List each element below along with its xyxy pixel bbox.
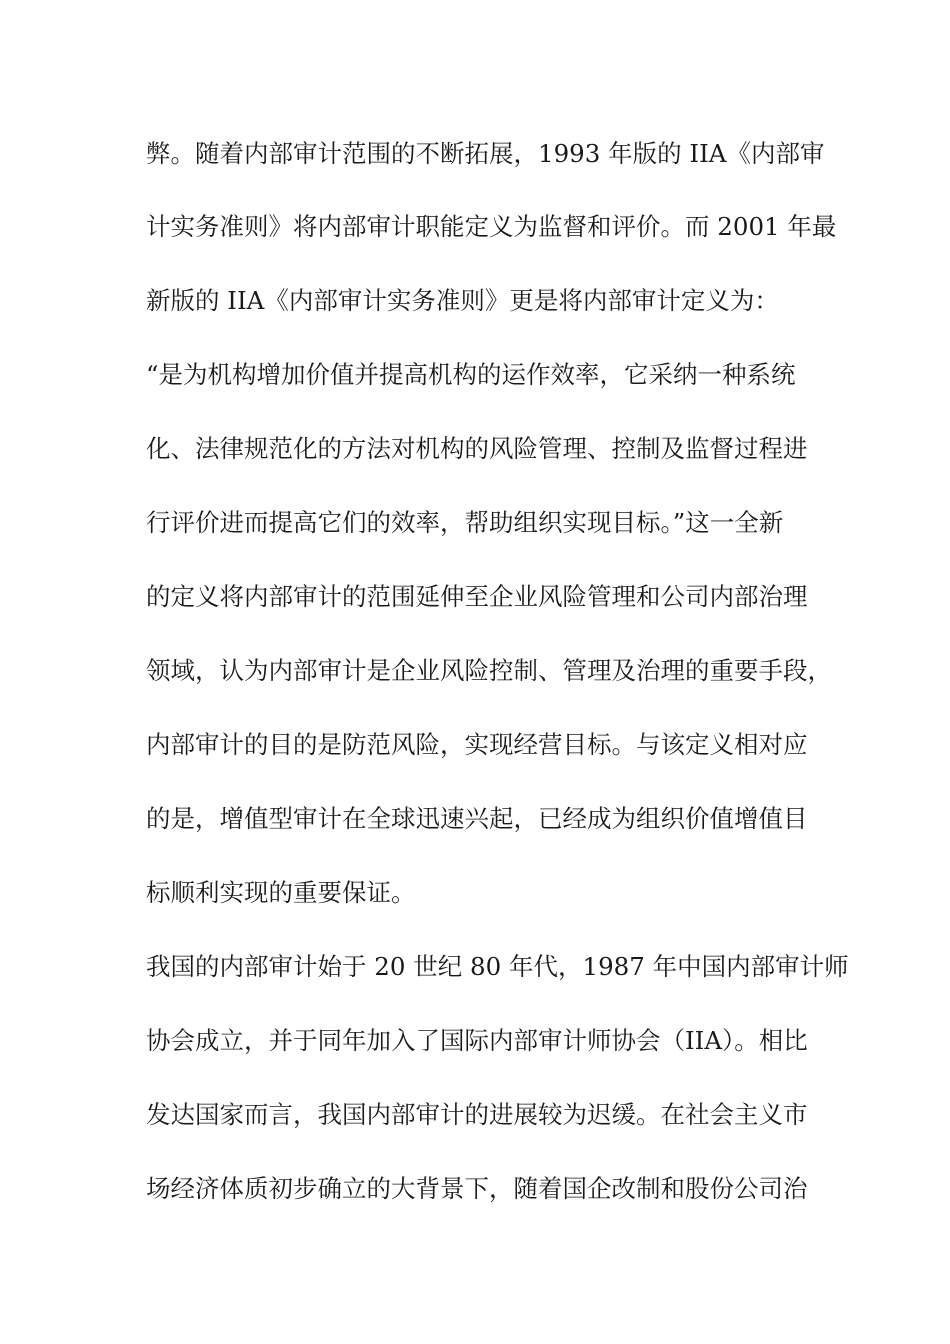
text-line: 内部审计的目的是防范风险，实现经营目标。与该定义相对应: [146, 730, 808, 759]
text-line: 行评价进而提高它们的效率，帮助组织实现目标。”这一全新: [146, 508, 784, 537]
text-line: “是为机构增加价值并提高机构的运作效率，它采纳一种系统: [146, 360, 796, 389]
text-line: 弊。随着内部审计范围的不断拓展，1993 年版的 IIA《内部审: [146, 139, 825, 168]
text-line: 计实务准则》将内部审计职能定义为监督和评价。而 2001 年最: [146, 212, 837, 241]
text-line: 场经济体质初步确立的大背景下，随着国企改制和股份公司治: [146, 1174, 808, 1203]
text-line: 标顺利实现的重要保证。: [146, 878, 416, 907]
text-line: 发达国家而言，我国内部审计的进展较为迟缓。在社会主义市: [146, 1100, 808, 1129]
text-line: 领域，认为内部审计是企业风险控制、管理及治理的重要手段，: [146, 656, 832, 685]
text-line: 的是，增值型审计在全球迅速兴起，已经成为组织价值增值目: [146, 804, 808, 833]
text-line: 的定义将内部审计的范围延伸至企业风险管理和公司内部治理: [146, 582, 808, 611]
text-line: 新版的 IIA《内部审计实务准则》更是将内部审计定义为：: [146, 286, 779, 315]
text-line: 我国的内部审计始于 20 世纪 80 年代，1987 年中国内部审计师: [146, 952, 849, 981]
text-line: 协会成立，并于同年加入了国际内部审计师协会（IIA）。相比: [146, 1026, 808, 1055]
text-line: 化、法律规范化的方法对机构的风险管理、控制及监督过程进: [146, 434, 808, 463]
